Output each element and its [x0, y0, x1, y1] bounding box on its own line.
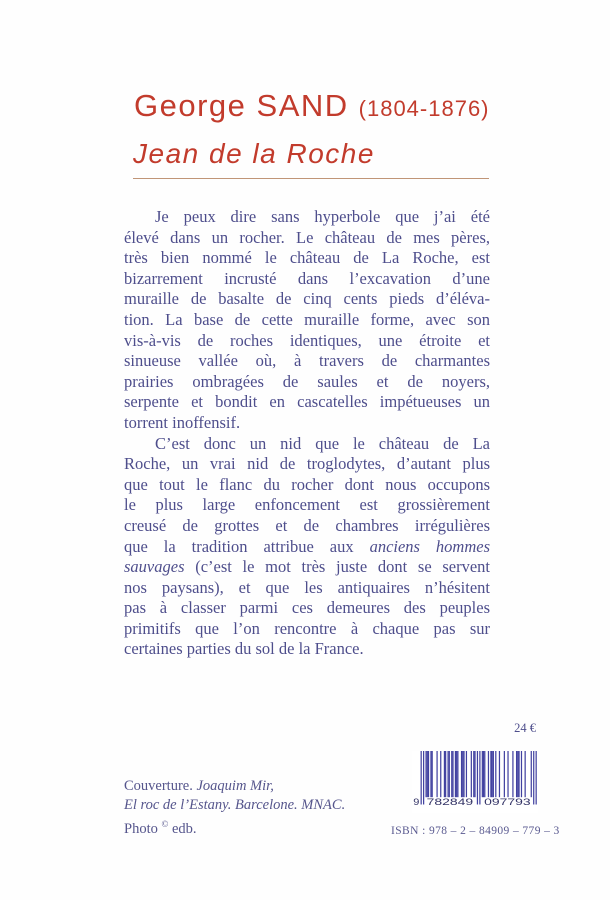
excerpt-line: Roche, un vrai nid de troglodytes, d’autant plus: [124, 454, 490, 474]
excerpt-line: sauvages (c’est le mot très juste dont se servent: [124, 557, 490, 577]
excerpt-line: très bien nommé le château de La Roche, est: [124, 248, 490, 268]
excerpt-line: le plus large enfoncement est grossièrement: [124, 495, 490, 515]
author-years: (1804-1876): [358, 96, 490, 121]
excerpt-line: torrent inoffensif.: [124, 412, 241, 432]
credit-line-work: El roc de l’Estany. Barcelone. MNAC.: [124, 797, 346, 813]
author-name: George SAND: [134, 88, 349, 123]
price-label: 24 €: [514, 721, 536, 735]
svg-text:782849: 782849: [426, 797, 474, 808]
excerpt-line: pas à classer parmi ces demeures des peuples: [124, 598, 490, 618]
copyright-icon: ©: [161, 819, 169, 829]
book-title: Jean de la Roche: [133, 138, 375, 169]
excerpt-line: certaines parties du sol de la France.: [124, 639, 364, 659]
credit-photo-name: edb.: [168, 820, 197, 837]
credit-photo-label: Photo: [124, 820, 162, 837]
excerpt-line: C’est donc un nid que le château de La: [155, 433, 490, 453]
excerpt-line: élevé dans un rocher. Le château de mes pères,: [124, 227, 490, 247]
excerpt-line: primitifs que l’on rencontre à chaque pas sur: [124, 618, 490, 638]
excerpt-line: muraille de basalte de cinq cents pieds d’éléva-: [124, 289, 490, 309]
excerpt-line: tion. La base de cette muraille forme, avec son: [124, 309, 490, 329]
excerpt-line: vis-à-vis de roches identiques, une étroite et: [124, 330, 490, 350]
svg-text:9: 9: [413, 797, 420, 808]
excerpt-line: Je peux dire sans hyperbole que j’ai été: [155, 207, 490, 226]
excerpt-line: nos paysans), et que les antiquaires n’hésitent: [124, 577, 490, 597]
isbn-label: ISBN : 978 – 2 – 84909 – 779 – 3: [391, 825, 560, 837]
barcode-bars: [412, 751, 538, 813]
excerpt-text: [124, 207, 490, 660]
credits-block: [124, 777, 384, 839]
credit-line-cover: [124, 777, 384, 796]
svg-text:097793: 097793: [484, 797, 531, 808]
author-line: [134, 88, 594, 124]
credit-artist: Joaquim Mir,: [192, 778, 274, 794]
excerpt-line: bizarrement incrusté dans l’excavation d’une: [124, 268, 490, 288]
excerpt-line: que tout le flanc du rocher dont nous occupons: [124, 474, 490, 494]
excerpt-line: que la tradition attribue aux anciens hommes: [124, 536, 490, 556]
excerpt-line: serpente et bondit en cascatelles impétueuses un: [124, 392, 490, 412]
divider-rule: [133, 178, 489, 179]
excerpt-line: sinueuse vallée où, à travers de charmantes: [124, 351, 490, 371]
credit-line-photo: [124, 815, 384, 839]
barcode: [412, 751, 538, 813]
credit-cover-label: Couverture.: [124, 778, 193, 794]
excerpt-line: prairies ombragées de saules et de noyers,: [124, 371, 490, 391]
excerpt-line: creusé de grottes et de chambres irrégulières: [124, 515, 490, 535]
